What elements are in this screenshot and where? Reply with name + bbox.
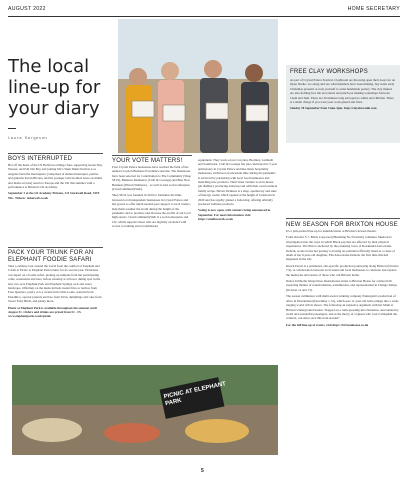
- season-body-3: Knock Down is a premiered, site-specific production journeying along Brixton (October 7-9). A collaboration between local talent and local businesses to celebrate and explore the memories and stories of those who call Brixton home.: [286, 263, 399, 277]
- page-number: 5: [201, 468, 204, 474]
- votes-detail: Voting is now open, with winners being announced in September. For more information visit: https://smallawards.co.uk: [198, 208, 271, 222]
- picnic-photo: [12, 365, 278, 455]
- season-body-4: Dance Umbrella brings three international artists to Brixton House for a mixed bill exploring themes of transformation, transmission, and representation in Change Tempo (October 12 and 13).: [286, 279, 398, 292]
- votes-body-2: Shop SE19 was founded in 2019 to formalise the links between local independent businesses in Crystal Palace and has grown to offer much-needed peer support to local traders, help them weather the storm during the height of the pandemic and to promote and increase the profile of our local high streets. ClearCommunityWeb is a social enterprise and CIC which supports those who are digitally excluded with access to training and reconditioned: [112, 193, 191, 229]
- clay-workshops-body: As part of Crystal Palace Festival, ClayRoom are throwing open their doors for an Open Studio. Go along and see what members have been making, buy some early Christmas presents or treat yourself to some handmade pottery. The clay makers are also holding free tile decoration and pinch pot making workshops between 12pm and 3pm. There are 20 minutes long and open to adults and children. There is a small charge if you want your work glazed and fired.: [290, 78, 395, 105]
- season-body-5: The season culminates with multi-award-winning company Pakistgani's production of Alice in Wonderland (December 1-31), which sees 11-year-old Alice plunge into a wide-ranging world rich in shows. The following an explosive argument with her Mum at Brixton Underground station. Trapped on a train speeding into Nonsense, surrounded by weird and wonderful passengers, and at the mercy of a Queen who won't relinquish the controls, can Alice save this train around?: [286, 294, 400, 321]
- clay-workshops-heading: FREE CLAY WORKSHOPS: [290, 69, 368, 75]
- votes-body-3: equipment. They work across Croydon, Bromley, Lambeth and Southwark. Craft & Courage has just celebrated its 5 year anniversary in Crystal Palace and like many hospitality businesses, withstood an uncertain time during the pandemic. It survived by partnering with local food businesses and launching new products. Their latest venture is an in-house gin distillery producing Antwerp Gin with their own botanical family recipe. Haven Wellness is a shop, apothecary and suite of therapy rooms which opened at the height of lockdown in 2020 and has rapidly gained a following, offering ethically produced wellness products.: [198, 158, 278, 207]
- trunk-heading: PACK YOUR TRUNK FOR AN ELEPHANT FOODIE SAFARI: [8, 250, 94, 263]
- trunk-rule: [8, 247, 103, 248]
- boys-heading: BOYS INTERRUPTED: [8, 156, 73, 162]
- season-body-2: From October 5-7, Black Corporeal (Breathing No Freedom) continues Jukeboxx's investigation into the ways in which Black psyches are affected by their physical experiences. The film is anchored by the returning voice of Rosamund Adoo-Kissi-Debrah, as she tracks her journey to having air pollution officially listed as a cause of death of her 9-year-old daughter, Ella Adoo-Kissi-Debrah, the first time this had happened in the UK.: [286, 235, 395, 262]
- season-heading: NEW SEASON FOR BRIXTON HOUSE: [286, 222, 398, 228]
- votes-col-1: [112, 158, 192, 231]
- boys-detail: September 3 at the O2 Academy Brixton, 211 Stockwell Road, SW9 9SL. Tickets: ticketweb.co.uk: [8, 191, 100, 200]
- trunk-detail: Picnic at Elephant Park is available throughout the summer until August 31. Orders and drinks are priced from £1 - £5. www.elephantpark.co.uk/picnic: [8, 305, 97, 319]
- votes-rule: [112, 155, 192, 156]
- season-body-1: It's a jam-packed line-up for autumn/winter at Brixton's newest theatre.: [286, 229, 377, 233]
- picnic-photo-illustration: [12, 365, 278, 455]
- boys-article: [8, 156, 103, 202]
- season-rule: [286, 218, 400, 219]
- trunk-body: Take a culinary tour around the world from the comfort of Elephant and Castle at Picnic at Elephant Park returns for its second year. Picnickers can depart on a foodie safari, picking up samples from the participating cafés, restaurants and bars, before relaxing at al fresco dining spot in the new two-acre Elephant Park and Elephant Springs rock and water landscape. Offerings on the menu include loaded fries or nachos from Four Quarters, pastry or ice cream from Little Louie, arancini from Pasta&Co, special pretzels and bao from Xi'an, dumplings and cake from Sweet Fairy Birds, and plenty more.: [8, 264, 102, 304]
- boys-body: Hot off the heels of the US Hollywood Mega Tour, supporting Green Day, Weezer, and Fall Out Boy and joining UK's Slam Dunk Festival, Los Angeles band the Interrupters (comprised of Aimee Interrupter, partner and guitarist Kevin Bivona, and his younger twin brothers Jesse on drums and Justin on bass) return to Europe and the UK this summer with a performance at Brixton's O2 Academy.: [8, 163, 103, 190]
- season-article: [286, 222, 400, 329]
- trunk-article: [8, 250, 103, 321]
- votes-col-2: [198, 158, 278, 224]
- picnic-sign: PICNIC AT ELEPHANT PARK: [163, 381, 227, 408]
- section-name: HOME SECRETARY: [347, 6, 400, 12]
- awards-photo: [118, 19, 278, 153]
- votes-body-1: Four Crystal Palace businesses have reached the final of the annual Croydon Business Excellence Awards. The businesses have been selected for Contribution to The Community (Shop SE19), Business Resilience (Craft & Courage) and Best New Business (Haven Wellness) – as well as best social enterprise (ClearCommunityWeb).: [112, 165, 191, 192]
- awards-photo-illustration: [118, 19, 278, 153]
- clay-workshops-detail: Sunday 18 September from 11am-4pm. http://clayshowtalk.com: [290, 106, 377, 111]
- boys-rule: [8, 153, 103, 154]
- season-detail: For the full line-up of events, visit https://brixtonhouse.co.uk: [286, 322, 369, 327]
- header-rule: [8, 16, 400, 17]
- issue-date: AUGUST 2022: [8, 6, 46, 12]
- votes-heading: YOUR VOTE MATTERS!: [112, 158, 183, 164]
- byline: Laura Sargeson: [8, 137, 48, 141]
- clay-workshops-box: [286, 65, 400, 143]
- feature-title: The local line-up for your diary: [8, 56, 101, 119]
- title-dash: [8, 128, 16, 129]
